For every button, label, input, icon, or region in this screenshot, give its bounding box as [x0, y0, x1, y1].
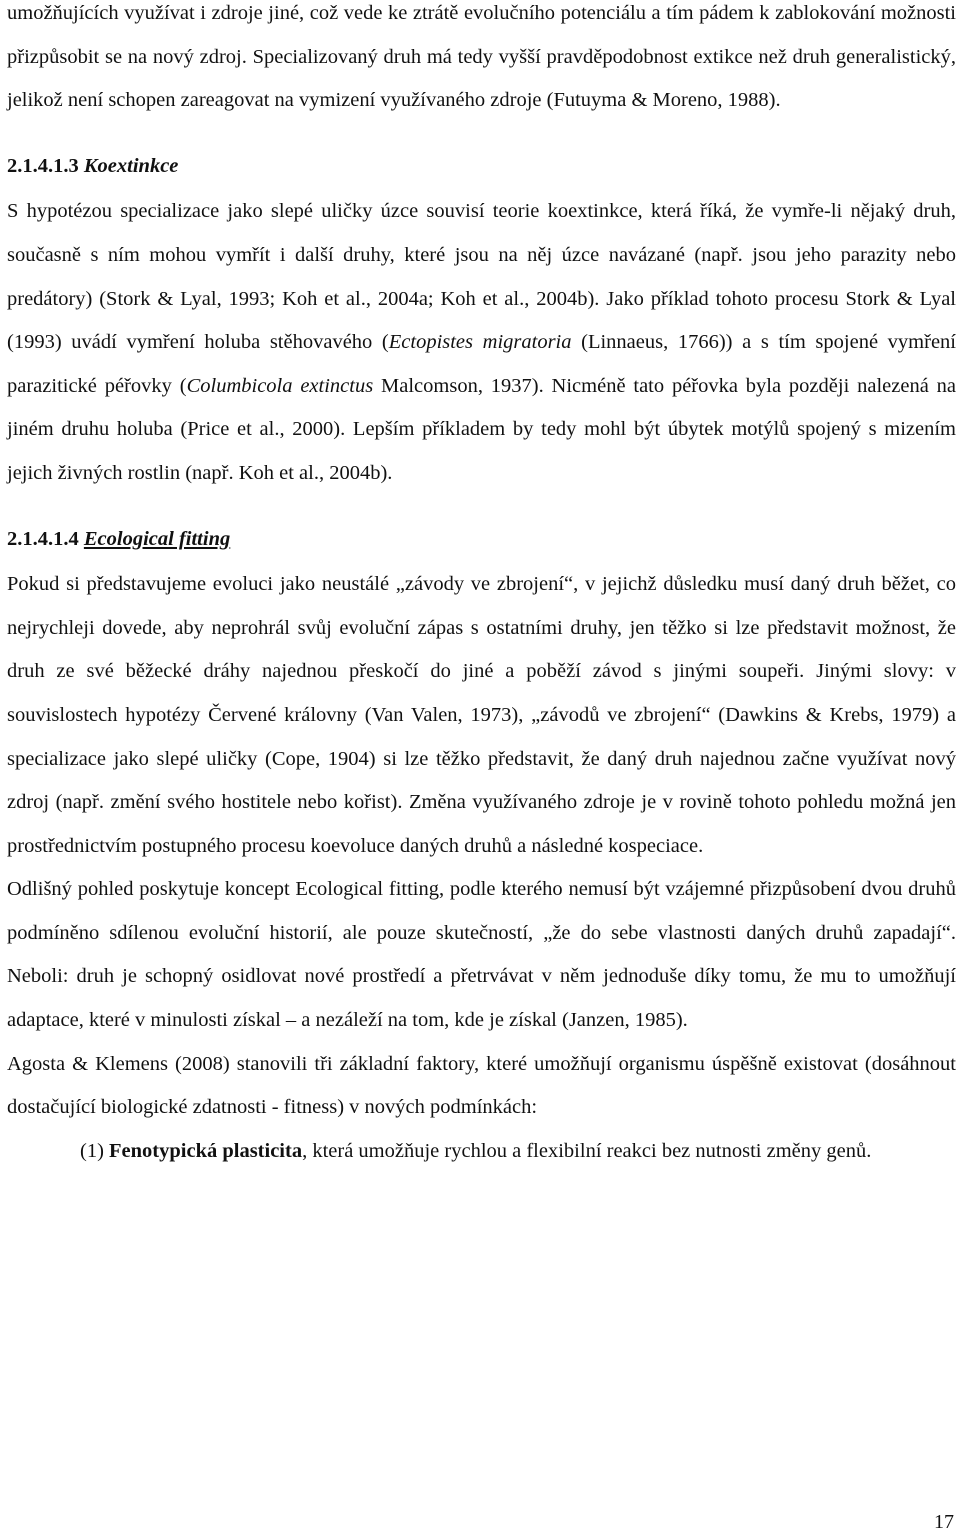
species-name-italic: Columbicola extinctus — [186, 374, 374, 397]
section-title: Koextinkce — [83, 154, 179, 177]
species-name-italic: Ectopistes migratoria — [388, 331, 572, 354]
section-heading-koextinkce — [7, 145, 956, 189]
text-run: (Linnaeus, 1766)) a s tím spojené vymření parazitické péřovky ( — [7, 331, 956, 397]
paragraph-koextinkce — [7, 190, 956, 495]
section-number: 2.1.4.1.3 — [7, 154, 79, 177]
paragraph-specialization: umožňujících využívat i zdroje jiné, což vede ke ztrátě evolučního potenciálu a tím pádem k zablokování možnosti přizpůsobit se na nový zdroj. Specializovaný druh má tedy vyšší pravděpodobnost extikce než druh generalistický, jelikož není schopen zareagovat na vymizení využívaného zdroje (Futuyma & Moreno, 1988). — [7, 2, 956, 112]
text-run: , která umožňuje rychlou a flexibilní reakci bez nutnosti změny genů. — [302, 1139, 872, 1162]
text-run: S hypotézou specializace jako slepé uličky úzce souvisí teorie koextinkce, která říká, že vymře-li nějaký druh, současně s ním mohou vymřít i další druhy, které jsou na něj úzce navázané (např. jsou jeho parazity nebo predátory) (Stork & Lyal, 1993; Koh et al., 2004a; Koh et al., 2004b). Jako příklad tohoto procesu Stork & Lyal (1993) uvádí vymření holuba stěhovavého ( — [7, 200, 956, 354]
section-title: Ecological fitting — [83, 527, 231, 550]
document-page — [7, 0, 956, 1173]
section-heading-ecological-fitting — [7, 518, 956, 562]
paragraph-ecological-fitting: Odlišný pohled poskytuje koncept Ecological fitting, podle kterého nemusí být vzájemné přizpůsobení dvou druhů podmíněno sdílenou evoluční historií, ale pouze skutečností, „že do sebe vlastnosti daných druhů zapadají“. Neboli: druh je schopný osidlovat nové prostředí a přetrvávat v něm jednoduše díky tomu, že mu to umožňují adaptace, které v minulosti získal – a nezáleží na tom, kde je získal (Janzen, 1985). — [7, 878, 956, 1032]
paragraph-arms-race: Pokud si představujeme evoluci jako neustálé „závody ve zbrojení“, v jejichž důsledku musí daný druh běžet, co nejrychleji dovede, aby neprohrál svůj evoluční zápas s ostatními druhy, jen těžko si lze představit možnost, že druh ze své běžecké dráhy najednou přeskočí do jiné a poběží závod s jinými soupeři. Jinými slovy: v souvislostech hypotézy Červené královny (Van Valen, 1973), „závodů ve zbrojení“ (Dawkins & Krebs, 1979) a specializace jako slepé uličky (Cope, 1904) si lze těžko představit, že daný druh najednou začne využívat nový zdroj (např. změní svého hostitele nebo kořist). Změna využívaného zdroje je v rovině tohoto pohledu možná jen prostřednictvím postupného procesu koevoluce daných druhů a následné kospeciace. — [7, 573, 956, 857]
paragraph-agosta-klemens: Agosta & Klemens (2008) stanovili tři základní faktory, které umožňují organismu úspěšně existovat (dosáhnout dostačující biologické zdatnosti - fitness) v nových podmínkách: — [7, 1052, 956, 1119]
page-number: 17 — [934, 1511, 954, 1533]
text-run: Malcomson, 1937). Nicméně tato péřovka byla později nalezená na jiném druhu holuba (Price et al., 2000). Lepším příkladem by tedy mohl být úbytek motýlů spojený s mizením jejich živných rostlin (např. Koh et al., 2004b). — [7, 374, 956, 484]
list-item-plasticity — [80, 1130, 956, 1174]
list-number: (1) — [80, 1139, 110, 1162]
list-term-bold: Fenotypická plasticita — [109, 1139, 303, 1162]
section-number: 2.1.4.1.4 — [7, 527, 79, 550]
